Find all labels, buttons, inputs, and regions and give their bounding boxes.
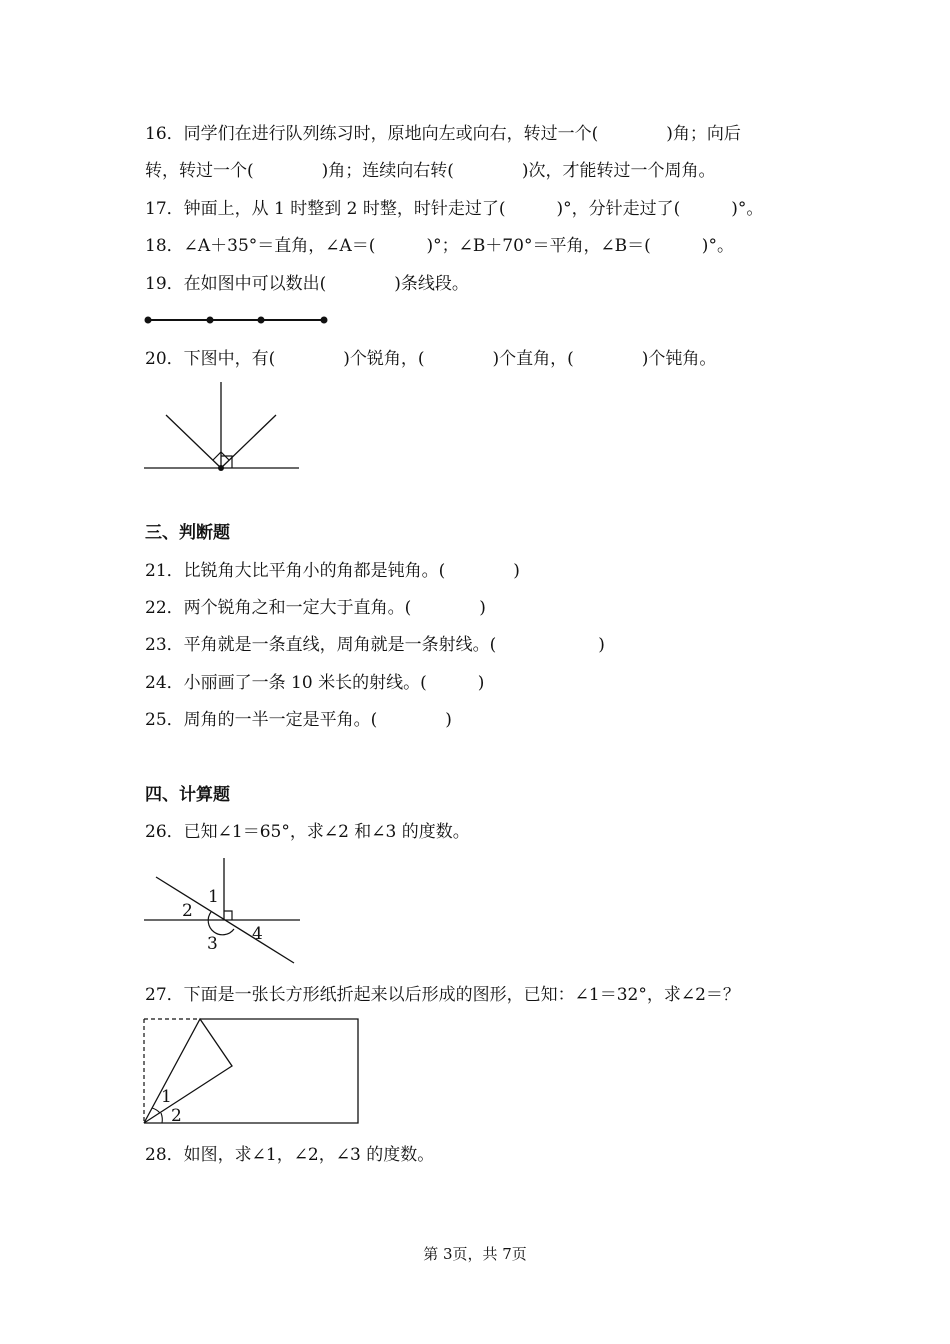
q26-angle-label-2: 2	[182, 901, 193, 921]
question-16-line-2: 转，转过一个( )角；连续向右转( )次，才能转过一个周角。	[145, 161, 716, 181]
q20-right-ray	[221, 415, 276, 468]
question-28: 28．如图，求∠1，∠2，∠3 的度数。	[145, 1145, 435, 1165]
section-3-title: 三、判断题	[145, 523, 230, 543]
q19-line-figure	[140, 312, 335, 328]
q26-angle-label-3: 3	[207, 934, 218, 954]
question-20: 20．下图中，有( )个锐角，( )个直角，( )个钝角。	[145, 349, 717, 369]
q27-folded-paper-figure	[140, 1014, 365, 1129]
q19-point	[207, 317, 214, 324]
page-footer: 第 3页，共 7页	[423, 1245, 527, 1263]
q27-angle-label-1: 1	[161, 1087, 172, 1107]
q27-angle-arc-1	[152, 1108, 160, 1113]
q26-angle-label-1: 1	[208, 887, 219, 907]
q27-angle-arc-2	[161, 1113, 162, 1123]
q20-angles-figure	[140, 378, 305, 476]
question-23: 23．平角就是一条直线，周角就是一条射线。( )	[145, 635, 605, 655]
q20-vertex	[218, 465, 224, 471]
question-21: 21．比锐角大比平角小的角都是钝角。( )	[145, 561, 520, 581]
q26-angle-label-4: 4	[252, 924, 263, 944]
question-18: 18．∠A＋35°＝直角，∠A＝( )°；∠B＋70°＝平角，∠B＝( )°。	[145, 236, 734, 256]
question-22: 22．两个锐角之和一定大于直角。( )	[145, 598, 486, 618]
question-16-line-1: 16．同学们在进行队列练习时，原地向左或向右，转过一个( )角；向后	[145, 124, 741, 144]
question-19: 19．在如图中可以数出( )条线段。	[145, 274, 469, 294]
q19-point	[258, 317, 265, 324]
q27-angle-label-2: 2	[171, 1106, 182, 1126]
question-27: 27．下面是一张长方形纸折起来以后形成的图形，已知：∠1＝32°，求∠2＝？	[145, 985, 740, 1005]
q19-point	[321, 317, 328, 324]
q20-left-ray	[166, 415, 221, 468]
q26-right-angle-mark	[224, 911, 232, 920]
q26-intersecting-lines-figure	[140, 855, 305, 970]
q27-folded-triangle	[144, 1019, 232, 1123]
question-26: 26．已知∠1＝65°，求∠2 和∠3 的度数。	[145, 822, 470, 842]
section-4-title: 四、计算题	[145, 785, 230, 805]
question-17: 17．钟面上，从 1 时整到 2 时整，时针走过了( )°，分针走过了( )°。	[145, 199, 764, 219]
question-24: 24．小丽画了一条 10 米长的射线。( )	[145, 673, 485, 693]
question-25: 25．周角的一半一定是平角。( )	[145, 710, 452, 730]
q19-point	[145, 317, 152, 324]
